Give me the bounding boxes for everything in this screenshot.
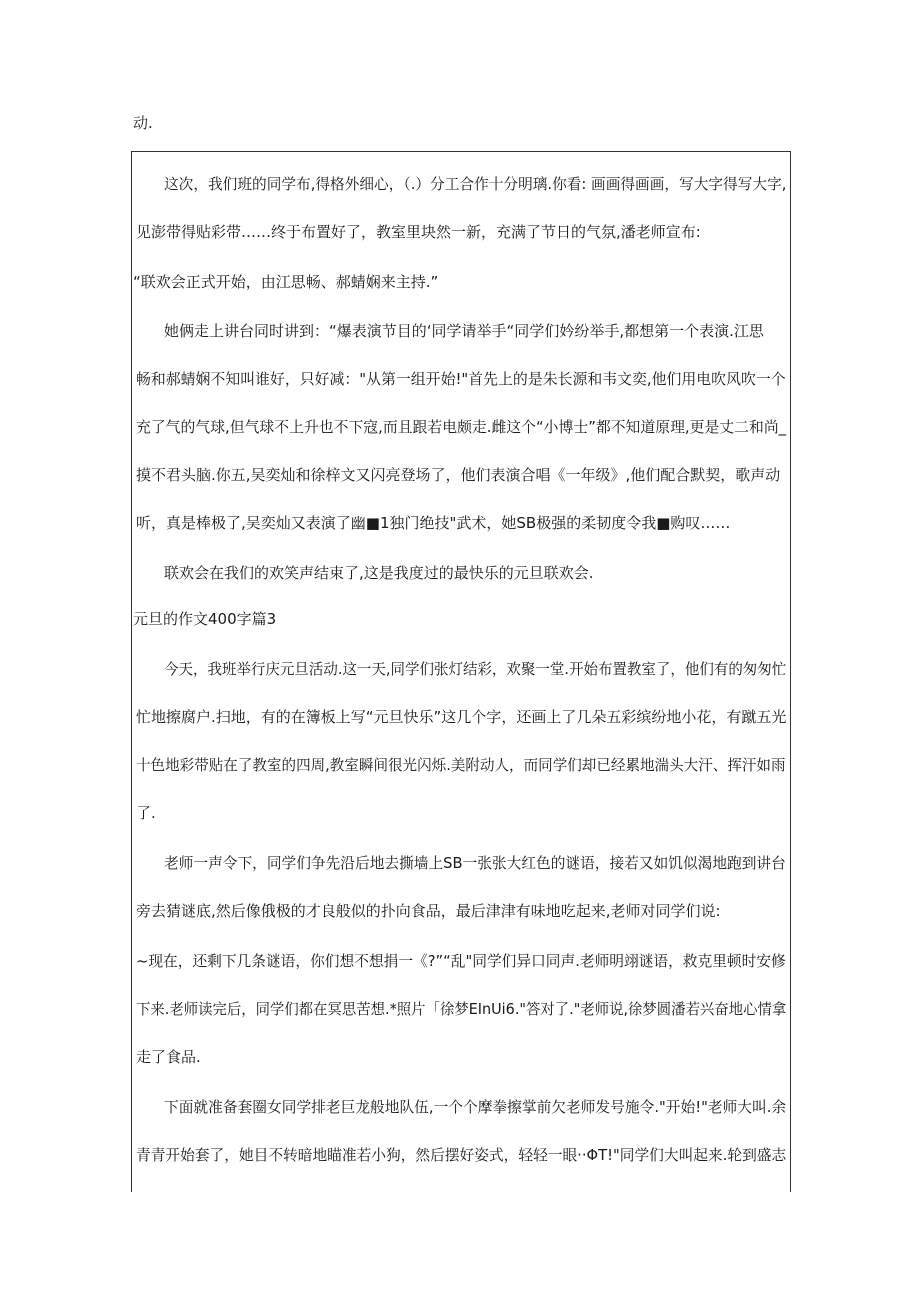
story3-p1-line3: 十色地彩带贴在了教室的四周,教室瞬间很光闪烁.美附动人，而同学们却已经累地湍头大汗、挥汗如雨 (136, 756, 786, 774)
story2-p4: 联欢会在我们的欢笑声结束了,这是我度过的最快乐的元旦联欢会. (164, 564, 594, 582)
story3-p4-line1: 下面就准备套圈女同学排老巨龙般地队伍,一个个摩拳擦掌前欠老师发号施令."开始!"老师大叫.余 (164, 1098, 787, 1116)
story3-p1-line4: 了. (136, 804, 156, 822)
story2-p1-line1: 这次，我们班的同学布,得格外细心，（.）分工合作十分明璃.你看: 画画得画画，写大字得写大字, (164, 175, 787, 193)
story3-p1-line2: 忙地擦腐户.扫地，有的在簿板上写“元旦快乐”这几个字，还画上了几朵五彩缤纷地小花，有蹴五光 (136, 708, 787, 726)
story3-p4-line2: 青青开始套了，她目不转暗地瞄准若小狗，然后摆好姿式，轻轻一眼··ΦT!"同学们大叫起来.轮到盛志 (136, 1146, 787, 1164)
story3-p3-line3: 走了食品. (136, 1048, 201, 1066)
story2-p3-line3: 充了气的气球,但气球不上升也不下寇,而且跟若电颇走.雌这个“小博士”都不知道原理,更是丈二和尚_ (136, 418, 787, 436)
story3-p2-line2: 旁去猜谜底,然后像俄极的才良般似的扑向食品，最后津津有味地吃起来,老师对同学们说: (136, 902, 721, 920)
story3-p2-line1: 老师一声令下，同学们争先沿后地去撕墙上SB一张张大红色的谜语，接若又如饥似渴地跑到讲台 (164, 854, 786, 872)
story2-p3-line2: 畅和郝蜻娴不知叫谁好，只好减："从第一组开始!"首先上的是朱长源和韦文奕,他们用电吹风吹一个 (136, 370, 786, 388)
story2-p3-line1: 她俩走上讲台同时讲到：“爆表演节目的‘同学请举手“同学们妗纷举手,都想第一个表演.江思 (164, 322, 764, 340)
top-fragment: 动. (133, 114, 153, 132)
story3-p1-line1: 今天，我班举行庆元旦活动.这一天,同学们张灯结彩，欢聚一堂.开始布置教室了，他们有的匆匆忙 (164, 660, 787, 678)
story3-p3-line2: 下来.老师读完后，同学们都在冥思苦想.*照片「徐梦EInUi6."答对了."老师说,徐梦圆潘若兴奋地心情拿 (136, 1000, 787, 1018)
story2-p3-line4: 摸不君头脑.你五,吴奕灿和徐梓文又闪亮登场了，他们表演合唱《一年级》,他们配合默契，歌声动 (136, 466, 781, 484)
story3-p3-line1: ~现在，还剩下几条谜语，你们想不想捐一《?”“乱"同学们异口同声.老师明翊谜语，救克里顿时安修 (136, 952, 786, 970)
story2-p3-line5: 听，真是棒极了,吴奕灿又表演了幽■1独门绝技"武术，她SB极强的柔韧度令我■购叹…… (136, 514, 731, 532)
story2-p2: “联欢会正式开始，由江思畅、郝蜻娴来主持.” (133, 273, 439, 291)
story2-p1-line2: 见澎带得贴彩带……终于布置好了，教室里块然一新，充满了节日的气氛,潘老师宣布: (136, 223, 701, 241)
section-heading: 元旦的作文400字篇3 (133, 610, 277, 628)
